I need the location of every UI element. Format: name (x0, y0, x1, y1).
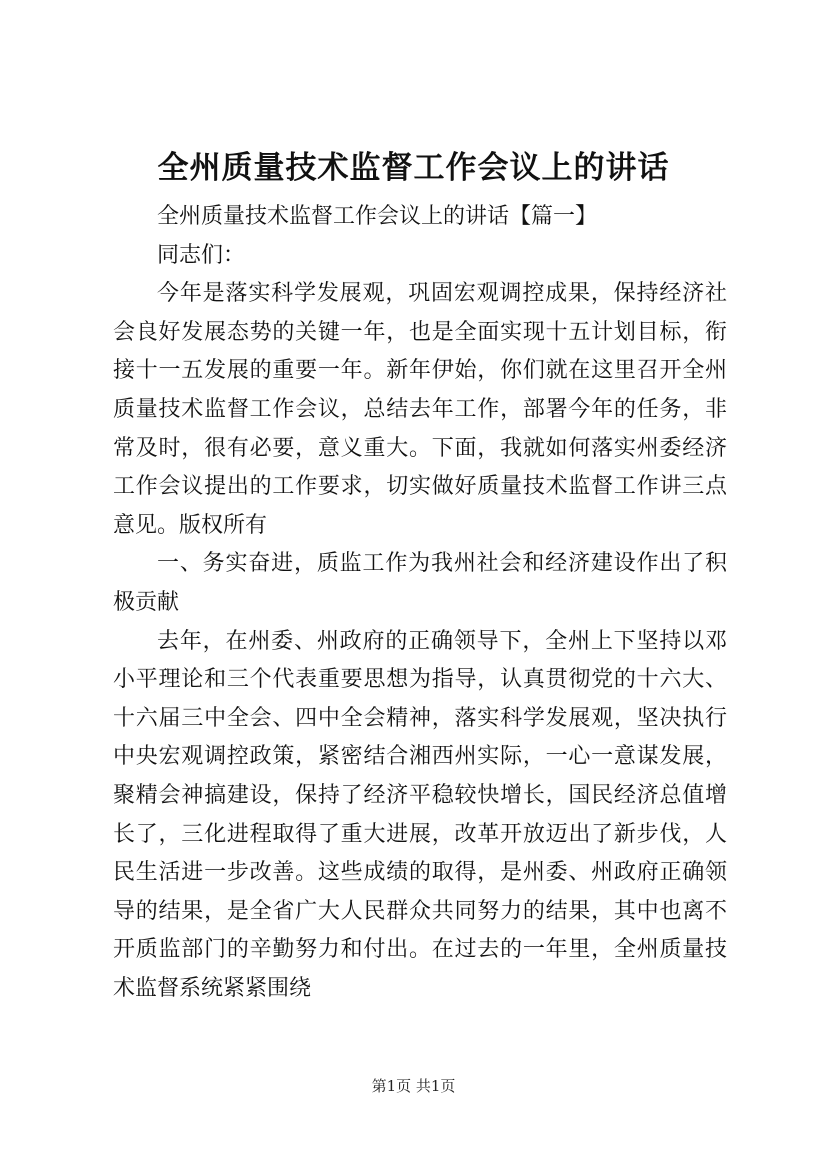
salutation: 同志们： (157, 242, 246, 268)
page-footer: 第1页 共1页 (371, 1077, 456, 1095)
subheading: 一、务实奋进，质监工作为我州社会和经济建设作出了积极贡献 (113, 551, 727, 615)
paragraph: 今年是落实科学发展观，巩固宏观调控成果，保持经济社会良好发展态势的关键一年，也是全面实现十五计划目标，衔接十一五发展的重要一年。新年伊始，你们就在这里召开全州质量技术监督工作会议，总结去年工作，部署今年的任务，非常及时，很有必要，意义重大。下面，我就如何落实州委经济工作会议提出的工作要求，切实做好质量技术监督工作讲三点意见。版权所有 (113, 281, 727, 538)
section-heading: 全州质量技术监督工作会议上的讲话【篇一】 (157, 204, 598, 229)
paragraph: 去年，在州委、州政府的正确领导下，全州上下坚持以邓小平理论和三个代表重要思想为指导，认真贯彻党的十六大、十六届三中全会、四中全会精神，落实科学发展观，坚决执行中央宏观调控政策，紧密结合湘西州实际，一心一意谋发展，聚精会神搞建设，保持了经济平稳较快增长，国民经济总值增长了，三化进程取得了重大进展，改革开放迈出了新步伐，人民生活进一步改善。这些成绩的取得，是州委、州政府正确领导的结果，是全省广大人民群众共同努力的结果，其中也离不开质监部门的辛勤努力和付出。在过去的一年里，全州质量技术监督系统紧紧围绕 (113, 628, 727, 1001)
document-title: 全州质量技术监督工作会议上的讲话 (157, 150, 670, 186)
document-body (113, 198, 727, 1008)
